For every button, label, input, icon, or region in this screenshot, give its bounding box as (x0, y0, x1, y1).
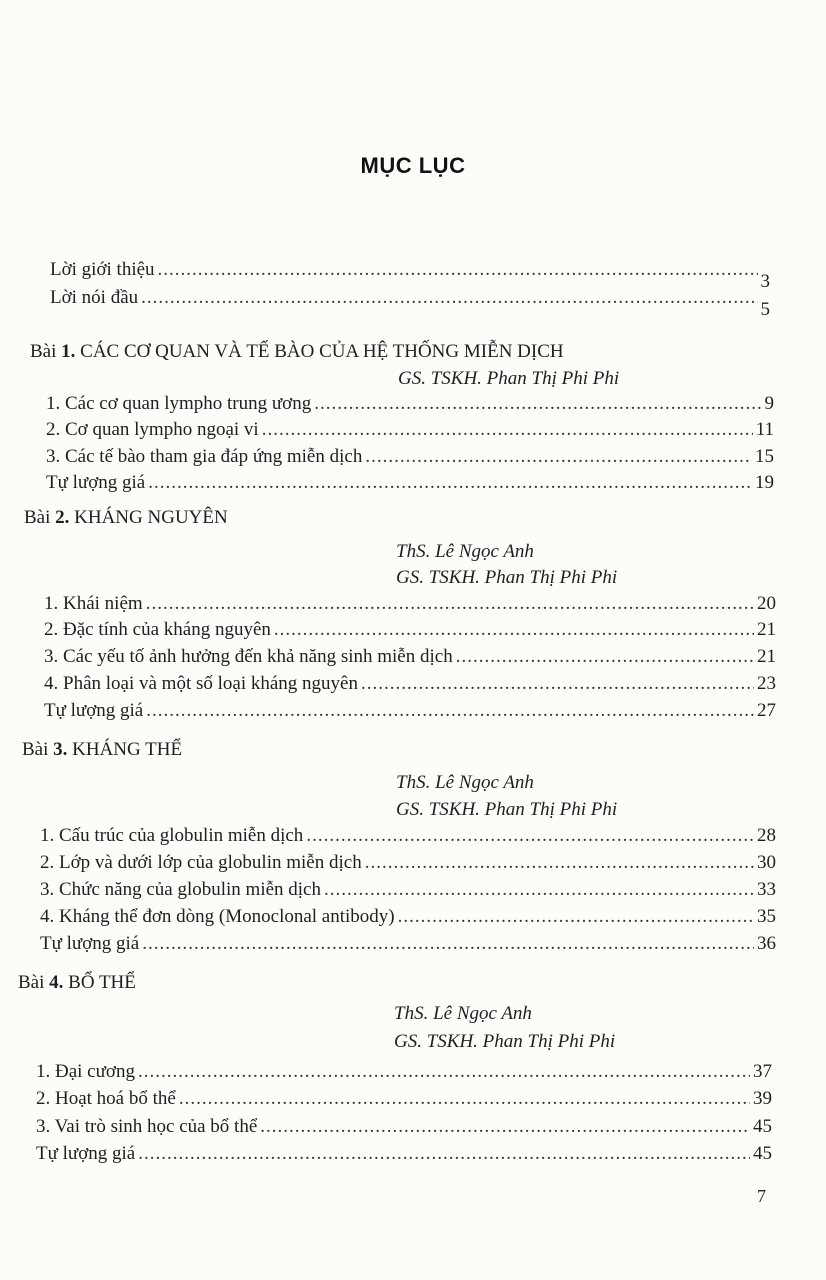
lesson-title: KHÁNG NGUYÊN (69, 507, 228, 528)
lesson-number: 1. (61, 341, 76, 362)
toc-entry (46, 392, 774, 416)
leader-dots (142, 932, 754, 956)
toc-entry-label: 3. Chức năng của globulin miễn dịch (40, 879, 321, 900)
toc-entry-label: 1. Các cơ quan lympho trung ương (46, 393, 312, 414)
toc-entry-label: 1. Khái niệm (44, 593, 143, 614)
toc-entry-page: 3 (760, 271, 770, 292)
toc-entry (44, 672, 776, 696)
leader-dots (361, 672, 754, 696)
lesson-author: GS. TSKH. Phan Thị Phi Phi (394, 1031, 616, 1052)
toc-entry (36, 1115, 772, 1139)
lesson-prefix: Bài (24, 507, 56, 528)
toc-entry (46, 471, 774, 495)
lesson-number: 4. (49, 972, 64, 993)
lesson-heading-4 (18, 971, 136, 995)
toc-entry (44, 645, 776, 669)
toc-entry-page: 20 (757, 593, 776, 614)
lesson-title: KHÁNG THỂ (67, 739, 183, 760)
leader-dots (398, 905, 754, 929)
toc-entry (40, 905, 776, 929)
toc-entry-page: 45 (753, 1116, 772, 1137)
lesson-author: ThS. Lê Ngọc Anh (396, 772, 534, 793)
toc-entry-page: 27 (757, 700, 776, 721)
leader-dots (260, 1115, 750, 1139)
leader-dots (365, 445, 752, 469)
leader-dots (138, 1142, 750, 1166)
toc-entry-page: 15 (755, 446, 774, 467)
leader-dots (262, 418, 753, 442)
toc-entry-label: 3. Các tế bào tham gia đáp ứng miễn dịch (46, 446, 363, 467)
toc-entry-label: Lời giới thiệu (50, 259, 155, 280)
toc-entry (40, 932, 776, 956)
toc-entry (40, 851, 776, 875)
toc-entry-label: Tự lượng giá (44, 700, 144, 721)
toc-entry-label: 3. Vai trò sinh học của bổ thể (36, 1116, 258, 1137)
toc-entry-page: 11 (755, 419, 774, 440)
toc-entry (36, 1142, 772, 1166)
leader-dots (274, 618, 754, 642)
page-number: 7 (757, 1186, 766, 1206)
toc-entry-page: 21 (757, 619, 776, 640)
lesson-prefix: Bài (18, 972, 50, 993)
leader-dots (146, 699, 754, 723)
toc-entry (40, 878, 776, 902)
leader-dots (306, 824, 754, 848)
leader-dots (314, 392, 761, 416)
lesson-author: ThS. Lê Ngọc Anh (396, 541, 534, 562)
toc-entry-intro (50, 258, 770, 292)
lesson-prefix: Bài (30, 341, 62, 362)
toc-entry-page: 19 (755, 472, 774, 493)
lesson-author: GS. TSKH. Phan Thị Phi Phi (396, 567, 618, 588)
toc-entry-label: 2. Hoạt hoá bổ thể (36, 1088, 176, 1109)
toc-entry-label: 3. Các yếu tố ảnh hưởng đến khả năng sinh miễn dịch (44, 646, 453, 667)
toc-entry (44, 618, 776, 642)
toc-entry-label: 4. Kháng thể đơn dòng (Monoclonal antibody) (40, 906, 395, 927)
lesson-author: GS. TSKH. Phan Thị Phi Phi (396, 799, 618, 820)
lesson-heading-3 (22, 738, 182, 762)
toc-entry-label: 1. Đại cương (36, 1061, 135, 1082)
toc-entry-page: 37 (753, 1061, 772, 1082)
toc-entry-label: Tự lượng giá (36, 1143, 136, 1164)
toc-entry (44, 592, 776, 616)
toc-entry-page: 45 (753, 1143, 772, 1164)
toc-entry (46, 445, 774, 469)
leader-dots (138, 1060, 750, 1084)
lesson-heading-2 (24, 506, 228, 530)
lesson-heading-1 (30, 340, 564, 364)
toc-entry-page: 30 (757, 852, 776, 873)
toc-entry-label: Tự lượng giá (40, 933, 140, 954)
lesson-author: GS. TSKH. Phan Thị Phi Phi (398, 368, 620, 389)
leader-dots (179, 1087, 750, 1111)
toc-entry (40, 824, 776, 848)
leader-dots (148, 471, 752, 495)
toc-entry-label: 1. Cấu trúc của globulin miễn dịch (40, 825, 304, 846)
lesson-title: BỔ THỂ (63, 972, 136, 993)
leader-dots (365, 851, 754, 875)
lesson-author: ThS. Lê Ngọc Anh (394, 1003, 532, 1024)
leader-dots (324, 878, 754, 902)
page-title: MỤC LỤC (360, 153, 466, 178)
toc-entry (36, 1087, 772, 1111)
toc-entry-page: 35 (757, 906, 776, 927)
leader-dots (456, 645, 754, 669)
toc-entry (44, 699, 776, 723)
toc-entry-page: 5 (760, 299, 770, 320)
leader-dots (141, 286, 757, 310)
toc-entry-page: 39 (753, 1088, 772, 1109)
leader-dots (146, 592, 754, 616)
toc-entry-page: 21 (757, 646, 776, 667)
lesson-title: CÁC CƠ QUAN VÀ TẾ BÀO CỦA HỆ THỐNG MIỄN DỊCH (75, 341, 564, 362)
toc-entry-page: 36 (757, 933, 776, 954)
toc-entry-preface (50, 286, 770, 320)
toc-entry-label: Tự lượng giá (46, 472, 146, 493)
toc-entry-label: 4. Phân loại và một số loại kháng nguyên (44, 673, 358, 694)
toc-entry-page: 9 (764, 393, 774, 414)
toc-entry-page: 23 (757, 673, 776, 694)
toc-entry-label: Lời nói đầu (50, 287, 139, 308)
toc-entry (46, 418, 774, 442)
toc-entry-label: 2. Đặc tính của kháng nguyên (44, 619, 271, 640)
toc-entry-label: 2. Lớp và dưới lớp của globulin miễn dịch (40, 852, 362, 873)
lesson-number: 3. (53, 739, 68, 760)
leader-dots (158, 258, 758, 282)
lesson-prefix: Bài (22, 739, 54, 760)
toc-entry-page: 33 (757, 879, 776, 900)
toc-entry-page: 28 (757, 825, 776, 846)
lesson-number: 2. (55, 507, 70, 528)
toc-entry (36, 1060, 772, 1084)
toc-entry-label: 2. Cơ quan lympho ngoại vi (46, 419, 259, 440)
